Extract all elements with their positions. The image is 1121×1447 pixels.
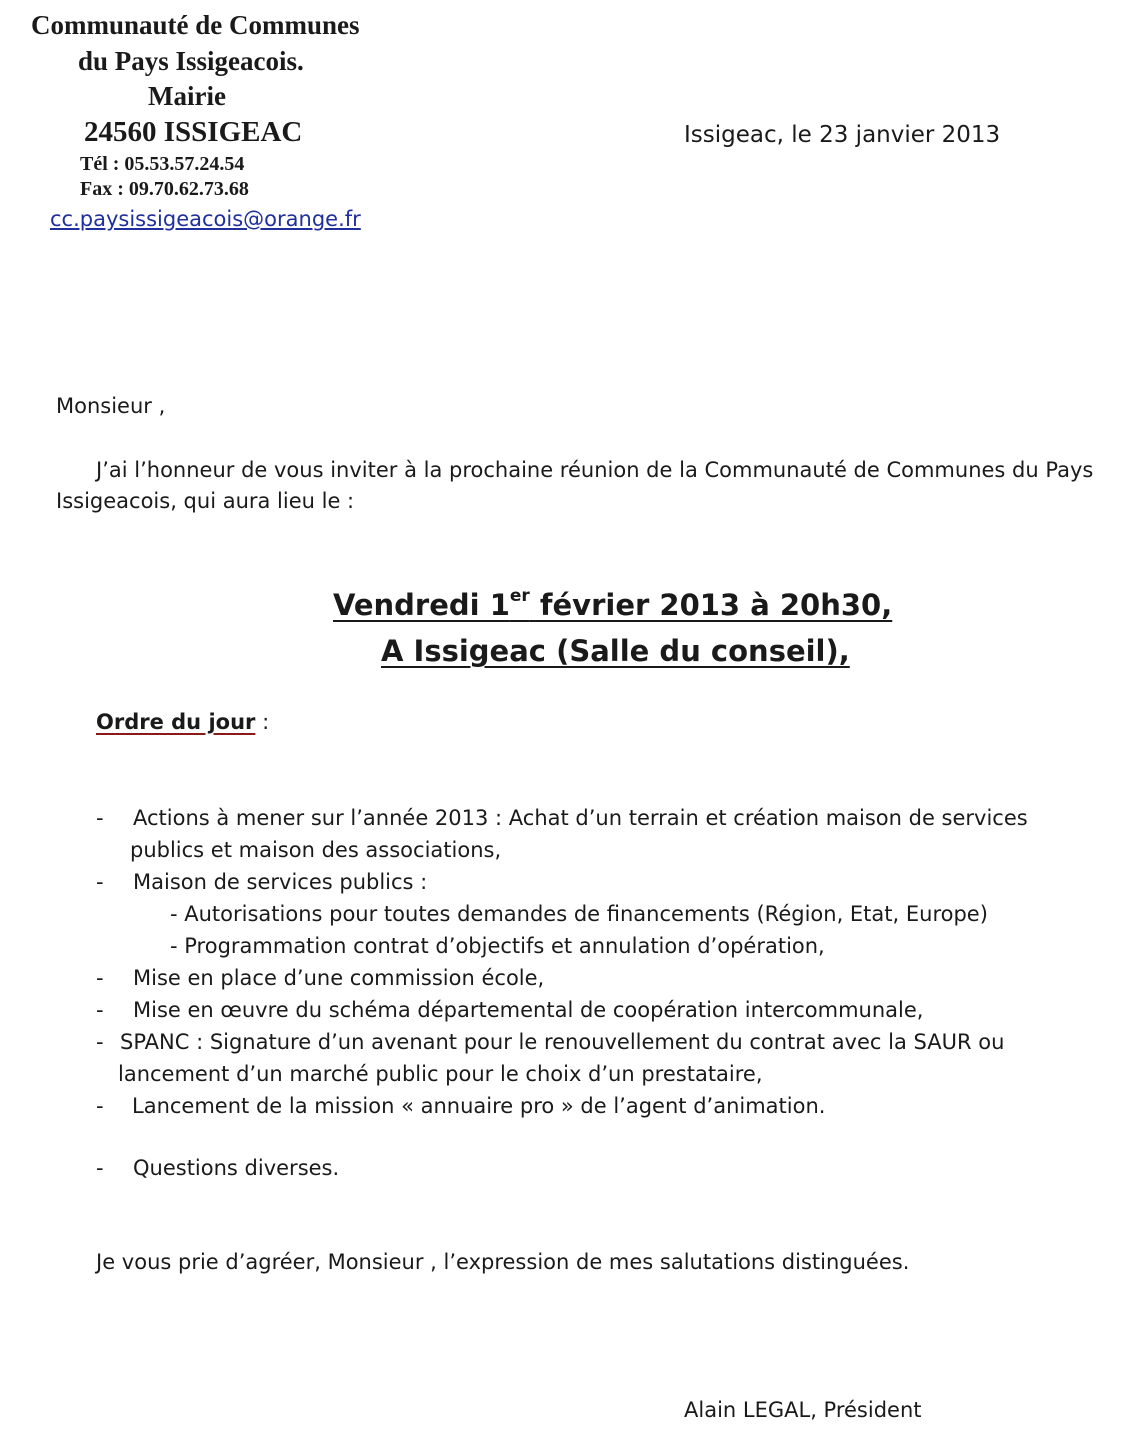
signature: Alain LEGAL, Président <box>684 1398 922 1422</box>
event-ordinal: er <box>509 586 530 606</box>
agenda-item-4: Mise en œuvre du schéma départemental de coopération intercommunale, <box>133 998 924 1022</box>
bullet-dash: - <box>96 998 104 1022</box>
agenda-item-2: Maison de services publics : <box>133 870 428 894</box>
invitation-line1: J’ai l’honneur de vous inviter à la prochaine réunion de la Communauté de Communes du Pays <box>96 458 1094 482</box>
agenda-colon: : <box>255 710 270 734</box>
phone-number: Tél : 05.53.57.24.54 <box>80 153 245 175</box>
event-day: Vendredi 1 <box>333 588 510 622</box>
event-location: A Issigeac (Salle du conseil), <box>381 634 850 668</box>
bullet-dash: - <box>96 870 104 894</box>
event-datetime <box>333 586 892 622</box>
closing-salutation: Je vous prie d’agréer, Monsieur , l’expression de mes salutations distinguées. <box>96 1250 910 1274</box>
invitation-line2: Issigeacois, qui aura lieu le : <box>56 489 355 513</box>
greeting: Monsieur , <box>56 394 166 418</box>
event-date-time: février 2013 à 20h30, <box>529 588 893 622</box>
bullet-dash: - <box>96 1156 104 1180</box>
agenda-item-5-line1: SPANC : Signature d’un avenant pour le renouvellement du contrat avec la SAUR ou <box>120 1030 1005 1054</box>
org-name-line2: du Pays Issigeacois. <box>78 46 304 76</box>
bullet-dash: - <box>96 806 104 830</box>
agenda-item-5-line2: lancement d’un marché public pour le choix d’un prestataire, <box>118 1062 763 1086</box>
mairie-label: Mairie <box>148 81 226 111</box>
letter-date: Issigeac, le 23 janvier 2013 <box>684 122 1001 148</box>
bullet-dash: - <box>96 1030 104 1054</box>
bullet-dash: - <box>96 966 104 990</box>
agenda-item-3: Mise en place d’une commission école, <box>133 966 545 990</box>
agenda-item-6: Lancement de la mission « annuaire pro » de l’agent d’animation. <box>132 1094 826 1118</box>
org-name-line1: Communauté de Communes <box>31 10 360 40</box>
agenda-item-2-sub2: - Programmation contrat d’objectifs et annulation d’opération, <box>170 934 825 958</box>
postal-city: 24560 ISSIGEAC <box>84 116 303 148</box>
agenda-label: Ordre du jour <box>96 710 256 734</box>
agenda-item-2-sub1: - Autorisations pour toutes demandes de financements (Région, Etat, Europe) <box>170 902 988 926</box>
bullet-dash: - <box>96 1094 104 1118</box>
agenda-heading <box>96 710 269 734</box>
agenda-item-1-line2: publics et maison des associations, <box>130 838 502 862</box>
agenda-item-1-line1: Actions à mener sur l’année 2013 : Achat d’un terrain et création maison de services <box>133 806 1028 830</box>
agenda-item-7: Questions diverses. <box>133 1156 340 1180</box>
email-link[interactable]: cc.paysissigeacois@orange.fr <box>50 207 361 231</box>
fax-number: Fax : 09.70.62.73.68 <box>80 178 249 200</box>
